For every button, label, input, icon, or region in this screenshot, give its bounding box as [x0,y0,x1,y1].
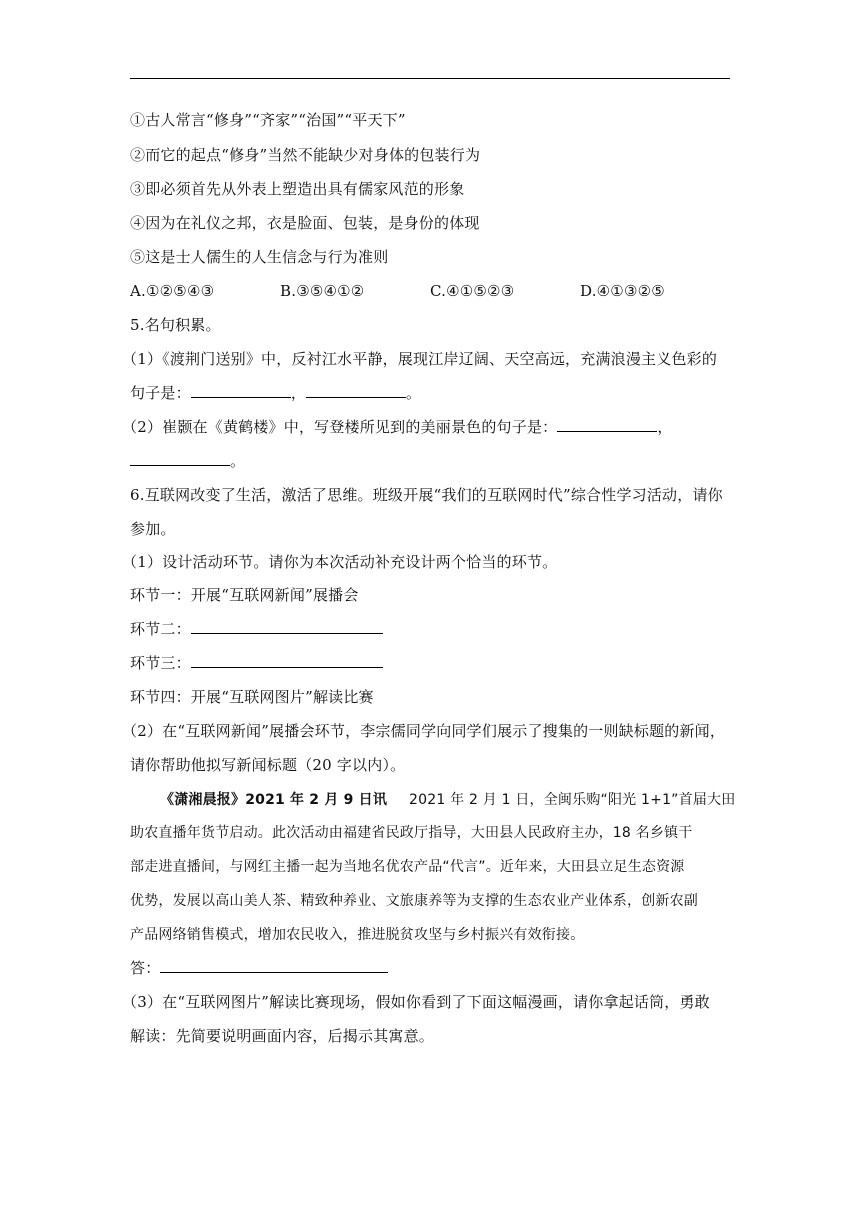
step2-label: 环节二： [130,620,191,638]
q5-part1-line2 [130,383,421,403]
answer-blank[interactable] [557,417,657,432]
sentence-4: ④因为在礼仪之邦，衣是脸面、包装，是身份的体现 [130,214,480,232]
comma: ， [657,418,673,436]
option-b[interactable]: B.③⑤④①② [280,282,365,300]
comma: ， [290,384,307,402]
answer-blank[interactable] [130,451,230,466]
q6-part3-line1: （3）在“互联网图片”解读比赛现场，假如你看到了下面这幅漫画，请你拿起话筒，勇敢 [122,993,710,1011]
news-line-5: 产品网络销售模式，增加农民收入，推进脱贫攻坚与乡村振兴有效衔接。 [130,927,585,943]
q5-part2-line2 [130,451,245,471]
sentence-3: ③即必须首先从外表上塑造出具有儒家风范的形象 [130,180,465,198]
q5-part2-text: （2）崔颢在《黄鹤楼》中，写登楼所见到的美丽景色的句子是： [122,418,558,436]
q6-step1: 环节一：开展“互联网新闻”展播会 [130,586,359,604]
answer-blank[interactable] [160,958,388,973]
q5-part1-prefix: 句子是： [130,384,191,402]
news-source: 《潇湘晨报》2021 年 2 月 9 日讯 [160,792,388,808]
news-line-3: 部走进直播间，与网红主播一起为当地名优农产品“代言”。近年来，大田县立足生态资源 [130,859,685,875]
answer-line [130,958,388,978]
q6-step2 [130,619,383,639]
option-c[interactable]: C.④①⑤②③ [430,282,515,300]
news-line-2: 助农直播年货节启动。此次活动由福建省民政厅指导，大田县人民政府主办，18 名乡镇干 [130,825,693,841]
news-text-1: 2021 年 2 月 1 日，全闽乐购“阳光 1+1”首届大田 [409,792,736,808]
q6-title-line2: 参加。 [130,520,176,538]
option-a[interactable]: A.①②⑤④③ [130,282,215,300]
q5-part2-line1 [122,417,673,437]
answer-blank[interactable] [191,653,383,668]
answer-blank[interactable] [191,383,291,398]
q6-step4: 环节四：开展“互联网图片”解读比赛 [130,688,374,706]
answer-blank[interactable] [306,383,406,398]
q5-part1-line1: （1）《渡荆门送别》中，反衬江水平静，展现江岸辽阔、天空高远，充满浪漫主义色彩的 [122,350,718,368]
sentence-2: ②而它的起点“修身”当然不能缺少对身体的包装行为 [130,146,481,164]
q6-title-line1: 6.互联网改变了生活，激活了思维。班级开展“我们的互联网时代”综合性学习活动，请你 [130,486,723,504]
news-line-1 [160,790,735,810]
step3-label: 环节三： [130,654,191,672]
sentence-1: ①古人常言“修身”“齐家”“治国”“平天下” [130,111,406,129]
option-d[interactable]: D.④①③②⑤ [580,282,665,300]
sentence-5: ⑤这是士人儒生的人生信念与行为准则 [130,248,389,266]
period: 。 [406,384,422,402]
q6-part3-line2: 解读：先简要说明画面内容，后揭示其寓意。 [130,1027,435,1045]
period: 。 [230,452,246,470]
q6-part1: （1）设计活动环节。请你为本次活动补充设计两个恰当的环节。 [122,553,558,571]
header-rule [130,78,730,79]
q6-part2-line1: （2）在“互联网新闻”展播会环节，李宗儒同学向同学们展示了搜集的一则缺标题的新闻， [122,722,726,740]
q6-step3 [130,653,383,673]
answer-blank[interactable] [191,619,383,634]
q6-part2-line2: 请你帮助他拟写新闻标题（20 字以内）。 [130,756,406,774]
q5-title: 5.名句积累。 [130,316,221,334]
news-line-4: 优势，发展以高山美人茶、精致种养业、文旅康养等为支撑的生态农业产业体系，创新农副 [130,893,698,909]
answer-label: 答： [130,959,161,977]
